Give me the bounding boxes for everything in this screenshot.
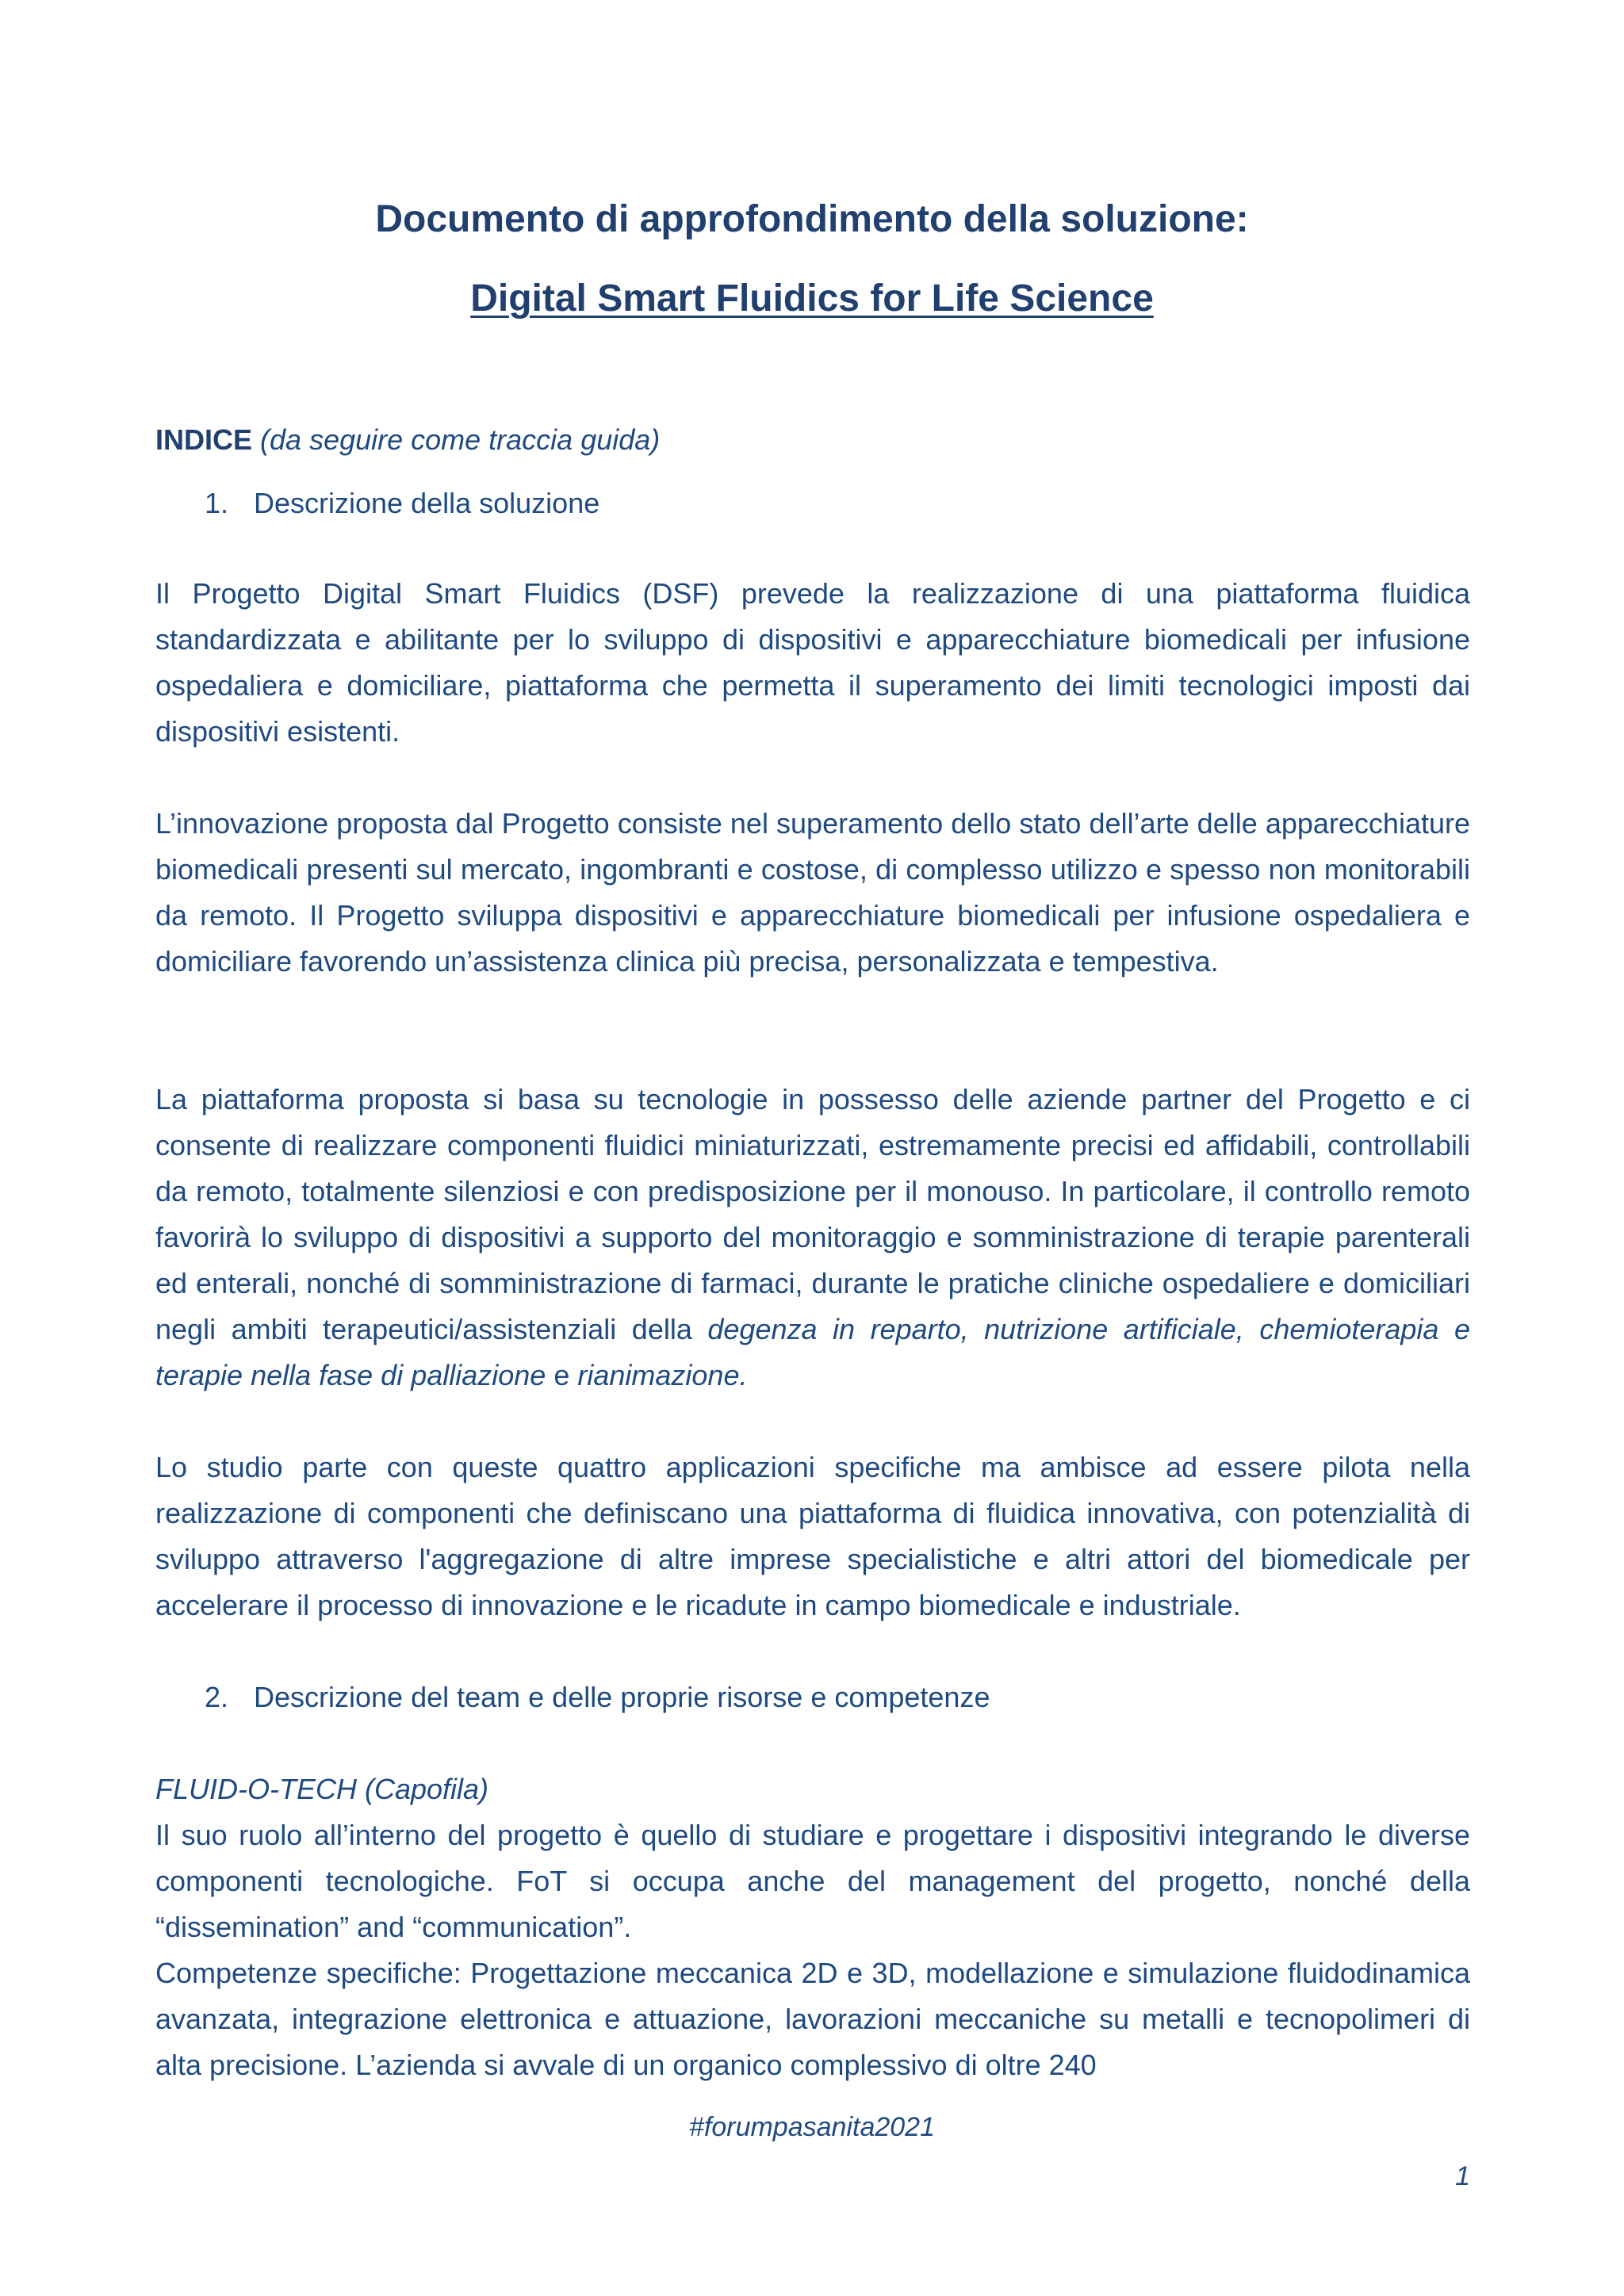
- paragraph-3: [155, 1077, 1470, 1399]
- paragraph-4: [155, 1445, 1470, 1628]
- paragraph-2: [155, 801, 1470, 985]
- section-number: 2.: [205, 1681, 229, 1713]
- paragraph-italic-text: rianimazione.: [577, 1359, 748, 1391]
- paragraph-text: Il Progetto Digital Smart Fluidics (DSF) prevede la realizzazione di una piattaforma fluidica standardizzata e abilitante per lo sviluppo di dispositivi e apparecchiature biomedicali per infusione ospedaliera e domiciliare, piattaforma che permetta il superamento dei limiti tecnologici imposti dai dispositivi esistenti.: [155, 577, 1470, 748]
- company-section: [155, 1766, 1470, 2088]
- paragraph-main-text: La piattaforma proposta si basa su tecnologie in possesso delle aziende partner del Progetto e ci consente di realizzare componenti fluidici miniaturizzati, estremamente precisi ed affidabili, controllabili da remoto, totalmente silenziosi e con predisposizione per il monouso. In particolare, il controllo remoto favorirà lo sviluppo di dispositivi a supporto del monitoraggio e somministrazione di terapie parenterali ed enterali, nonché di somministrazione di farmaci, durante le pratiche cliniche ospedaliere e domiciliari negli ambiti terapeutici/assistenziali della: [155, 1083, 1470, 1345]
- paragraph-conjunction: e: [546, 1359, 578, 1391]
- paragraph-text: [155, 1077, 1470, 1399]
- document-title: Documento di approfondimento della soluzione:: [375, 198, 1249, 240]
- section-title: Descrizione della soluzione: [254, 487, 600, 519]
- company-skills-paragraph: Competenze specifiche: Progettazione meccanica 2D e 3D, modellazione e simulazione fluidodinamica avanzata, integrazione elettronica e attuazione, lavorazioni meccaniche su metalli e tecnopolimeri di alta precisione. L’azienda si avvale di un organico complessivo di oltre 240: [155, 1957, 1470, 2081]
- company-role-paragraph: Il suo ruolo all’interno del progetto è quello di studiare e progettare i dispositivi integrando le diverse componenti tecnologiche. FoT si occupa anche del management del progetto, nonché della “dissemination” and “communication”.: [155, 1819, 1470, 1943]
- document-subtitle: Digital Smart Fluidics for Life Science: [470, 277, 1154, 320]
- page-number: 1: [1455, 2161, 1470, 2191]
- footer-hashtag: #forumpasanita2021: [688, 2112, 935, 2142]
- section-heading-1: [205, 480, 599, 526]
- paragraph-italic-text: degenza in reparto, nutrizione artificiale, chemioterapia e terapie nella fase di palliazione: [155, 1313, 1470, 1391]
- index-label: INDICE: [155, 423, 253, 456]
- index-heading: [155, 417, 660, 463]
- section-number: 1.: [205, 487, 229, 519]
- paragraph-1: [155, 571, 1470, 755]
- section-heading-2: [205, 1674, 990, 1720]
- paragraph-text: Lo studio parte con queste quattro applicazioni specifiche ma ambisce ad essere pilota nella realizzazione di componenti che definiscano una piattaforma di fluidica innovativa, con potenzialità di sviluppo attraverso l'aggregazione di altre imprese specialistiche e altri attori del biomedicale per accelerare il processo di innovazione e le ricadute in campo biomedicale e industriale.: [155, 1451, 1470, 1621]
- section-title: Descrizione del team e delle proprie risorse e competenze: [254, 1681, 990, 1713]
- paragraph-text: L’innovazione proposta dal Progetto consiste nel superamento dello stato dell’arte delle apparecchiature biomedicali presenti sul mercato, ingombranti e costose, di complesso utilizzo e spesso non monitorabili da remoto. Il Progetto sviluppa dispositivi e apparecchiature biomedicali per infusione ospedaliera e domiciliare favorendo un’assistenza clinica più precisa, personalizzata e tempestiva.: [155, 807, 1470, 978]
- index-note: (da seguire come traccia guida): [260, 423, 661, 456]
- company-heading: FLUID-O-TECH (Capofila): [155, 1773, 489, 1805]
